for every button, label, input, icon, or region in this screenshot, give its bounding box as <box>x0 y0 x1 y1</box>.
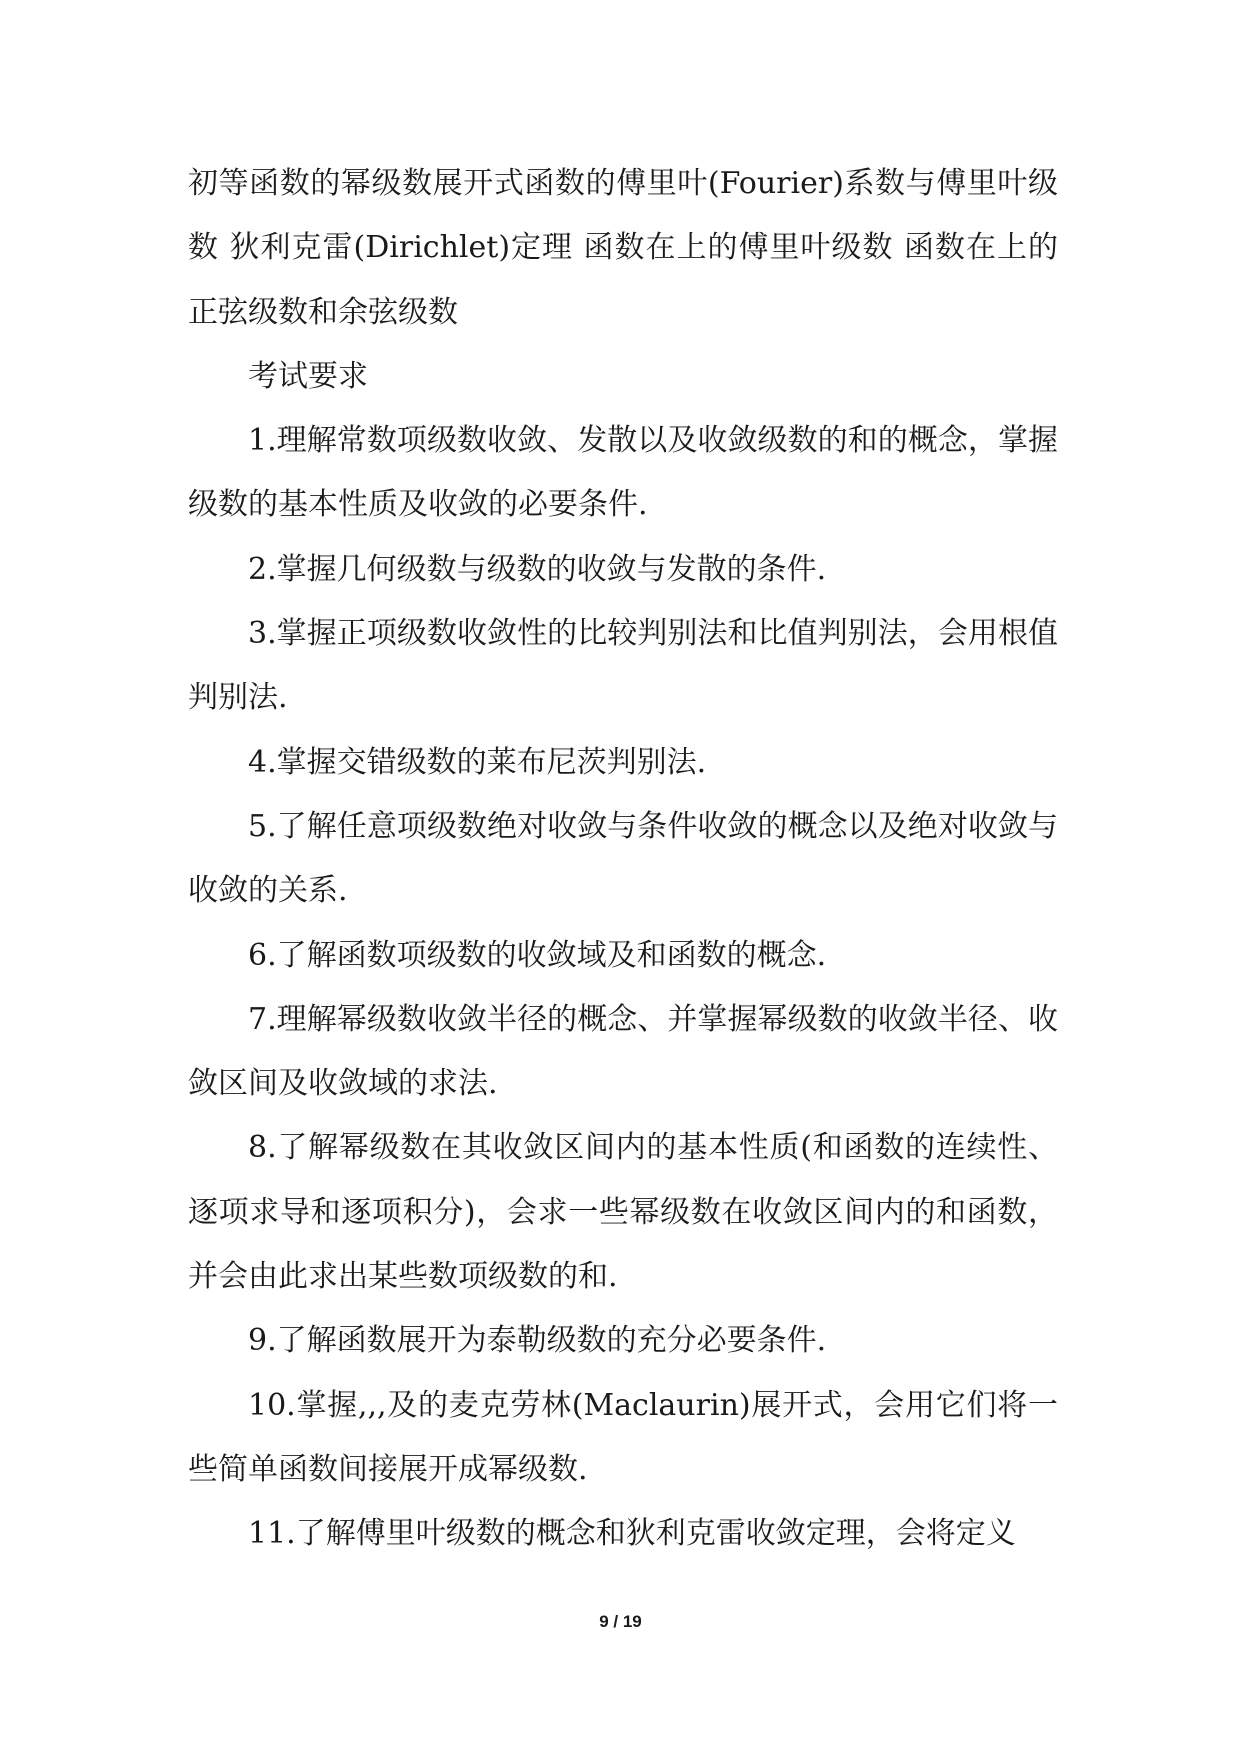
requirement-item-1: 1.理解常数项级数收敛、发散以及收敛级数的和的概念，掌握级数的基本性质及收敛的必要条件. <box>188 423 1058 523</box>
requirement-item-9: 9.了解函数展开为泰勒级数的充分必要条件. <box>248 1323 827 1359</box>
requirement-item-8: 8.了解幂级数在其收敛区间内的基本性质(和函数的连续性、逐项求导和逐项积分)，会求一些幂级数在收敛区间内的和函数，并会由此求出某些数项级数的和. <box>188 1130 1058 1295</box>
requirement-item-6: 6.了解函数项级数的收敛域及和函数的概念. <box>248 937 827 973</box>
requirement-item-11: 11.了解傅里叶级数的概念和狄利克雷收敛定理，会将定义 <box>248 1516 1016 1552</box>
requirement-item-7: 7.理解幂级数收敛半径的概念、并掌握幂级数的收敛半径、收敛区间及收敛域的求法. <box>188 1001 1058 1102</box>
document-body <box>188 152 1058 1567</box>
section-heading-exam-requirements: 考试要求 <box>248 358 368 394</box>
requirement-item-10: 10.掌握,,,及的麦克劳林(Maclaurin)展开式，会用它们将一些简单函数间接展开成幂级数. <box>188 1387 1058 1487</box>
requirement-item-2: 2.掌握几何级数与级数的收敛与发散的条件. <box>248 551 827 587</box>
page-number: 9 / 19 <box>599 1612 642 1631</box>
requirement-item-3: 3.掌握正项级数收敛性的比较判别法和比值判别法，会用根值判别法. <box>188 616 1058 716</box>
paragraph-intro: 初等函数的幂级数展开式函数的傅里叶(Fourier)系数与傅里叶级数 狄利克雷(Dirichlet)定理 函数在上的傅里叶级数 函数在上的正弦级数和余弦级数 <box>188 166 1058 330</box>
requirement-item-5: 5.了解任意项级数绝对收敛与条件收敛的概念以及绝对收敛与收敛的关系. <box>188 808 1058 909</box>
requirement-item-4: 4.掌握交错级数的莱布尼茨判别法. <box>248 744 707 780</box>
